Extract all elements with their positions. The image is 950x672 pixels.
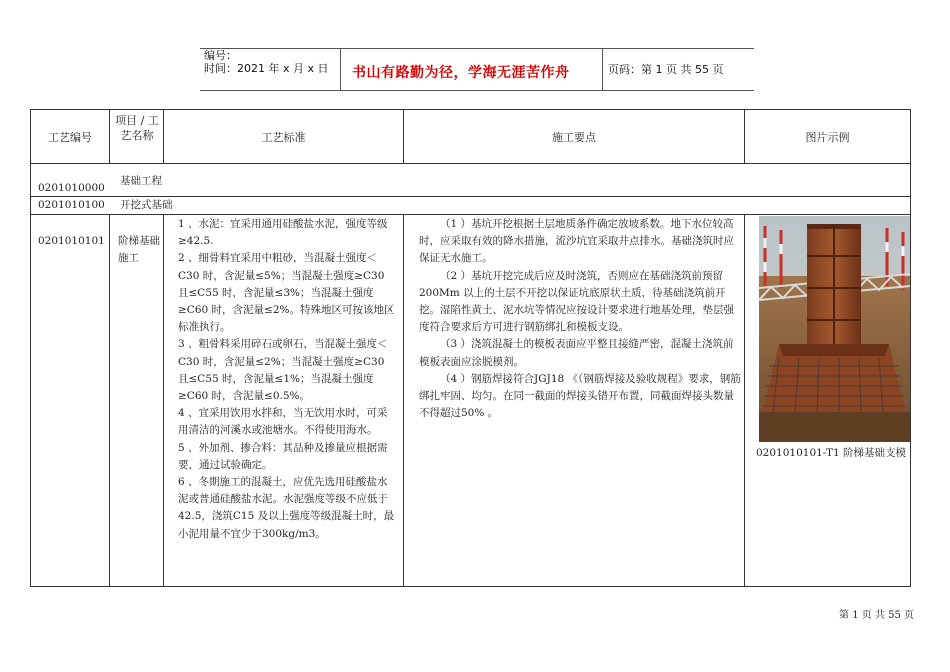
- header-example: 图片示例: [805, 131, 850, 144]
- row-code: 0201010000: [38, 182, 105, 194]
- table-rule: [163, 214, 164, 587]
- header-item: 项目 / 工艺名称: [115, 114, 159, 142]
- header-standard: 工艺标准: [261, 131, 306, 144]
- table-rule: [30, 163, 910, 164]
- header-points: 施工要点: [552, 131, 596, 144]
- header-divider: [340, 48, 341, 91]
- standard-item: 6 、冬期施工的混凝土，应优先选用硅酸盐水泥或普通硅酸盐水泥。水泥强度等级不应低于42.5，浇筑C15 及以上强度等级混凝土时，最小泥用量不宜少于300kg/m3。: [178, 476, 395, 540]
- table-rule: [109, 109, 110, 164]
- table-rule: [30, 109, 910, 110]
- photo-caption: 0201010101-T1 阶梯基础支模: [756, 447, 906, 459]
- point-item: （1 ）基坑开挖根据土层地质条件确定放坡系数。地下水位较高时，应采取有效的降水措施，流沙坑宜采取井点排水。基础浇筑时应保证无水施工。: [419, 218, 734, 265]
- point-item: （2 ）基坑开挖完成后应及时浇筑，否则应在基础浇筑前预留200Mm 以上的土层不开挖以保证坑底原状土质，待基础浇筑前开挖。湿陷性黄土、泥水坑等情况应按设计要求进行地基处理，垫层强度符合要求后方可进行钢筋绑扎和模板支设。: [419, 269, 734, 334]
- main-name: 阶梯基础施工: [118, 235, 160, 265]
- standards-list: [178, 216, 396, 543]
- header-motto: 书山有路勤为径，学海无涯苦作舟: [352, 65, 570, 81]
- foundation-formwork-photo: [759, 216, 910, 442]
- table-rule: [109, 214, 110, 587]
- table-rule: [910, 109, 911, 587]
- standard-item: 1 、水泥：宜采用通用硅酸盐水泥，强度等级≥42.5.: [178, 218, 388, 248]
- header-code: 工艺编号: [48, 131, 92, 144]
- standard-item: 3 、粗骨料采用碎石或卵石，当混凝土强度＜C30 时，含泥量≤2%；当混凝土强度≥C30 且≤C55 时，含泥量≤1%；当混凝土强度≥C60 时，含泥量≤0.5%。: [178, 338, 388, 403]
- table-rule: [30, 109, 31, 587]
- row-code: 0201010100: [38, 199, 105, 211]
- points-list: [419, 216, 741, 422]
- page-indicator: 页码：第 1 页 共 55 页: [608, 63, 724, 76]
- table-rule: [30, 586, 910, 587]
- header-divider: [602, 48, 603, 91]
- row-name: 基础工程: [120, 175, 162, 187]
- standard-item: 4 、宜采用饮用水拌和，当无饮用水时，可采用清洁的河溪水或池塘水。不得使用海水。: [178, 407, 388, 437]
- standard-item: 5 、外加剂、掺合料：其品种及掺量应根据需要，通过试验确定。: [178, 441, 388, 471]
- point-item: （4 ）钢筋焊接符合JGJ18 《（钢筋焊接及验收规程》要求，钢筋绑扎牢固、均匀。在同一截面的焊接头错开布置，同截面焊接头数量不得超过50% 。: [419, 372, 741, 420]
- standard-item: 2 、细骨料宜采用中粗砂，当混凝土强度＜C30 时，含泥量≤5%；当混凝土强度≥C30 且≤C55 时，含泥量≤3%；当混凝土强度≥C60 时，含泥量≤2%。特殊地区可按该地区标准执行。: [178, 252, 395, 334]
- table-rule: [744, 214, 745, 587]
- footer-page-number: 第 1 页 共 55 页: [839, 610, 914, 621]
- photo-illustration: [759, 216, 910, 442]
- table-rule: [403, 214, 404, 587]
- time-label: 时间：2021 年 x 月 x 日: [204, 62, 329, 75]
- point-item: （3 ）浇筑混凝土的模板表面应平整且接缝严密，混凝土浇筑前模板表面应涂脱模剂。: [419, 338, 734, 368]
- serial-label: 编号：: [204, 49, 237, 62]
- header-top-rule: [200, 48, 754, 49]
- row-name: 开挖式基础: [120, 199, 173, 211]
- main-code: 0201010101: [38, 235, 105, 247]
- header-bottom-rule: [200, 90, 754, 91]
